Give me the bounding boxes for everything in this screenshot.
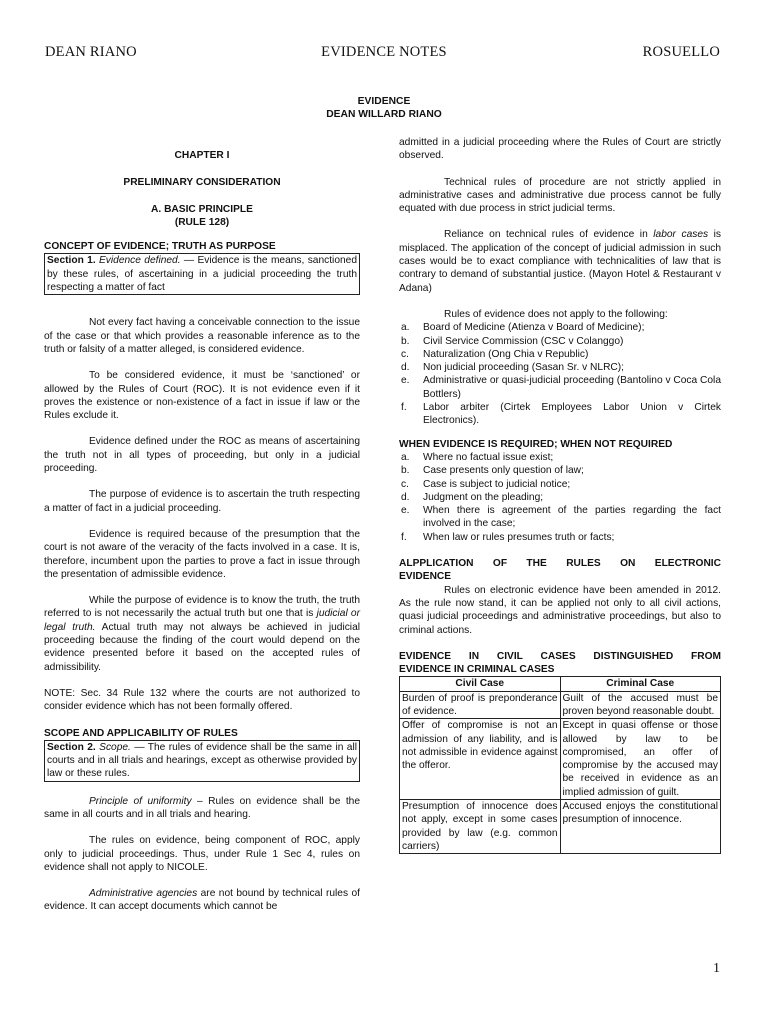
paragraph-text: While the purpose of evidence is to know the truth, the truth referred to is not necessarily the actual truth but one that is — [44, 595, 360, 620]
header-center: EVIDENCE NOTES — [321, 44, 447, 60]
paragraph: The purpose of evidence is to ascertain the truth respecting a matter of fact in a judicial proceeding. — [44, 489, 360, 514]
paragraph: admitted in a judicial proceeding where the Rules of Court are strictly observed. — [399, 137, 721, 162]
chapter-subtitle: PRELIMINARY CONSIDERATION — [123, 177, 281, 189]
header-left: DEAN RIANO — [45, 44, 137, 60]
document-title — [0, 96, 768, 121]
paragraph — [44, 795, 360, 822]
paragraph — [44, 887, 360, 914]
list-item: b. Civil Service Commission (CSC v Colanggo) — [401, 335, 624, 347]
paragraph: Evidence defined under the ROC as means of ascertaining the truth not in all types of proceeding, but only in a judicial proceeding. — [44, 436, 360, 475]
list-item: d. Non judicial proceeding (Sasan Sr. v NLRC); — [401, 362, 625, 374]
table-cell: Burden of proof is preponderance of evidence. — [400, 691, 561, 719]
note-paragraph: NOTE: Sec. 34 Rule 132 where the courts are not authorized to consider evidence which has not been formally offered. — [44, 687, 360, 713]
heading-scope: SCOPE AND APPLICABILITY OF RULES — [44, 727, 238, 739]
column-header-civil: Civil Case — [400, 677, 561, 691]
paragraph: Rules on electronic evidence have been amended in 2012. As the rule now stand, it can be applied not only to all civil actions, quasi judicial proceedings and administrative proceedings, but also to criminal actions. — [399, 584, 721, 636]
title-line-1: EVIDENCE — [357, 96, 411, 107]
paragraph-italic: Principle of uniformity — [89, 795, 192, 807]
paragraph-text: – Rules on evidence shall be the same in all courts and in all trials and hearing. — [44, 795, 360, 820]
paragraph — [399, 228, 721, 294]
table-cell: Presumption of innocence does not apply, except in some cases provided by law (e.g. common carriers) — [400, 800, 561, 854]
list-item: c. Naturalization (Ong Chia v Republic) — [401, 348, 589, 360]
column-header-criminal: Criminal Case — [560, 677, 721, 691]
heading-required: WHEN EVIDENCE IS REQUIRED; WHEN NOT REQUIRED — [399, 438, 673, 450]
paragraph-italic: labor cases — [653, 229, 709, 241]
paragraph: Evidence is required because of the presumption that the court is not aware of the veracity of the facts involved in a case. It is, therefore, incumbent upon the parties to prove a fact in issue through the presentation of admissible evidence. — [44, 528, 360, 580]
section-1-text: — Evidence is the means, sanctioned by these rules, of ascertaining in a judicial proceeding the truth respecting a matter of fact — [47, 255, 357, 294]
table-cell: Accused enjoys the constitutional presumption of innocence. — [560, 800, 721, 854]
heading-concept: CONCEPT OF EVIDENCE; TRUTH AS PURPOSE — [44, 241, 276, 253]
paragraph: Technical rules of procedure are not strictly applied in administrative cases and administrative due process cannot be fully equated with due process in strict judicial terms. — [399, 176, 721, 215]
paragraph-text: is misplaced. The application of the concept of judicial admission in such cases would be to exact compliance with technicalities of law that is contrary to demand of substantial justice. (Mayon Hotel & Restaurant v Adana) — [399, 229, 721, 294]
header-right: ROSUELLO — [642, 44, 720, 60]
paragraph-italic: judicial or legal truth. — [44, 608, 360, 633]
paragraph-italic: Administrative agencies — [89, 888, 198, 900]
section-2-box — [44, 740, 360, 782]
paragraph — [44, 594, 360, 674]
page-number: 1 — [713, 961, 720, 976]
section-2-text: — The rules of evidence shall be the same in all courts and in all trials and hearings, except as otherwise provided by law or these rules. — [47, 741, 358, 780]
list-item: e. When there is agreement of the parties regarding the fact involved in the case; — [401, 505, 721, 530]
section-1-label: Section 1. — [47, 255, 96, 267]
list-item: a. Board of Medicine (Atienza v Board of Medicine); — [401, 322, 645, 334]
chapter-heading: CHAPTER I — [174, 150, 230, 161]
section-2-italic: Scope. — [99, 741, 131, 753]
paragraph: Not every fact having a conceivable connection to the issue of the case or that which provides a reasonable inference as to the truth or falsity of a matter alleged, is considered evidence. — [44, 317, 360, 355]
list-item: d. Judgment on the pleading; — [401, 491, 544, 503]
section-a-line-2: (RULE 128) — [174, 216, 230, 228]
comparison-table — [399, 676, 721, 854]
required-list — [399, 451, 721, 544]
list-item: a. Where no factual issue exist; — [401, 451, 554, 463]
table-row — [400, 691, 721, 719]
table-cell: Offer of compromise is not an admission of any liability, and is not admissible in evidence against the offeror. — [400, 719, 561, 800]
paragraph: To be considered evidence, it must be ‘sanctioned’ or allowed by the Rules of Court (ROC). It is not evidence even if it proves the existence or non-existence of a fact in issue if law or the Rules exclude it. — [44, 370, 360, 422]
heading-civil-2: EVIDENCE IN CRIMINAL CASES — [399, 664, 555, 676]
section-a-line-1: A. BASIC PRINCIPLE — [151, 203, 253, 215]
list-intro: Rules of evidence does not apply to the following: — [444, 308, 668, 320]
heading-civil-1: EVIDENCE IN CIVIL CASES DISTINGUISHED FROM — [399, 650, 721, 662]
table-header-row — [400, 677, 721, 691]
table-row — [400, 800, 721, 854]
table-cell: Guilt of the accused must be proven beyond reasonable doubt. — [560, 691, 721, 719]
table-row — [400, 719, 721, 800]
table-cell: Except in quasi offense or those allowed by law to be compromised, an offer of compromise by the accused may be received in evidence as an implied admission of guilt. — [560, 719, 721, 800]
list-item: f. Labor arbiter (Cirtek Employees Labor Union v Cirtek Electronics). — [401, 402, 721, 427]
section-1-italic: Evidence defined. — [99, 255, 181, 267]
paragraph-text: Actual truth may not always be achieved in judicial proceeding because the finding of the court would depend on the evidence presented before it based on the accepted rules of admissibility. — [44, 621, 360, 673]
list-item: e. Administrative or quasi-judicial proceeding (Bantolino v Coca Cola Bottlers) — [401, 375, 721, 400]
section-1-box — [44, 253, 360, 295]
heading-electronic-2: EVIDENCE — [399, 571, 452, 583]
section-2-label: Section 2. — [47, 741, 96, 753]
heading-electronic-1: ALPPLICATION OF THE RULES ON ELECTRONIC — [399, 558, 721, 570]
paragraph-text: are not bound by technical rules of evidence. It can accept documents which cannot be — [44, 888, 361, 913]
list-item: c. Case is subject to judicial notice; — [401, 478, 571, 490]
right-column — [399, 136, 721, 854]
paragraph: The rules on evidence, being component of ROC, apply only to judicial proceedings. Thus, under Rule 1 Sec 4, rules on evidence shall not apply to NICOLE. — [44, 835, 360, 873]
paragraph-text: Reliance on technical rules of evidence in — [444, 229, 654, 241]
list-item: f. When law or rules presumes truth or facts; — [401, 531, 615, 543]
title-line-2: DEAN WILLARD RIANO — [326, 108, 442, 120]
list-item: b. Case presents only question of law; — [401, 465, 584, 477]
left-column — [44, 149, 360, 914]
exemption-list — [399, 321, 721, 427]
